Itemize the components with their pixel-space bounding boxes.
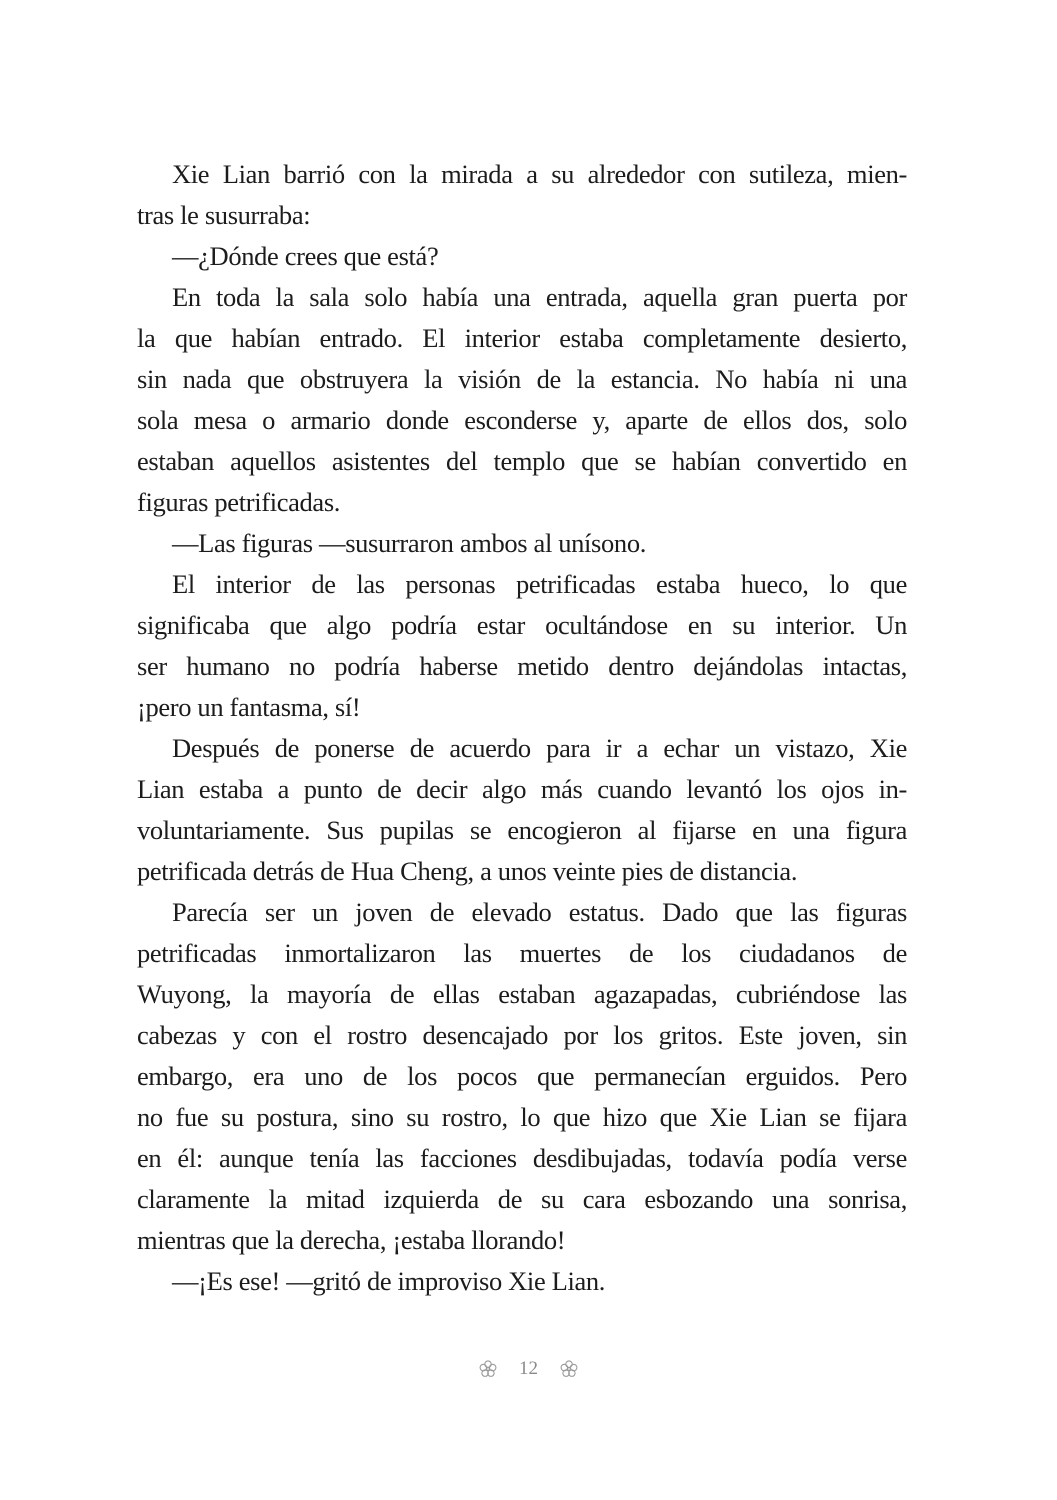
text-line: Xie Lian barrió con la mirada a su alrededor con sutileza, mien- xyxy=(172,159,907,189)
text-line: —¡Es ese! —gritó de improviso Xie Lian. xyxy=(172,1266,606,1296)
flower-ornament-right-icon xyxy=(560,1360,578,1378)
text-line: no fue su postura, sino su rostro, lo que hizo que Xie Lian se fijara xyxy=(137,1102,907,1132)
text-line: sin nada que obstruyera la visión de la estancia. No había ni una xyxy=(137,364,907,394)
text-line: tras le susurraba: xyxy=(137,200,311,230)
flower-ornament-left-icon xyxy=(479,1360,497,1378)
text-line: Wuyong, la mayoría de ellas estaban agazapadas, cubriéndose las xyxy=(137,979,907,1009)
text-line: Lian estaba a punto de decir algo más cuando levantó los ojos in- xyxy=(137,774,907,804)
text-line: voluntariamente. Sus pupilas se encogieron al fijarse en una figura xyxy=(137,815,907,845)
text-line: petrificada detrás de Hua Cheng, a unos veinte pies de distancia. xyxy=(137,856,798,886)
text-line: sola mesa o armario donde esconderse y, aparte de ellos dos, solo xyxy=(137,405,907,435)
page-body xyxy=(137,154,907,1302)
text-line: petrificadas inmortalizaron las muertes de los ciudadanos de xyxy=(137,938,907,968)
text-line: significaba que algo podría estar ocultándose en su interior. Un xyxy=(137,610,907,640)
text-line: figuras petrificadas. xyxy=(137,487,341,517)
text-line: Parecía ser un joven de elevado estatus. Dado que las figuras xyxy=(172,897,907,927)
text-line: estaban aquellos asistentes del templo que se habían convertido en xyxy=(137,446,907,476)
text-line: claramente la mitad izquierda de su cara esbozando una sonrisa, xyxy=(137,1184,907,1214)
text-line: —¿Dónde crees que está? xyxy=(172,241,439,271)
text-line: ser humano no podría haberse metido dentro dejándolas intactas, xyxy=(137,651,907,681)
page-number: 12 xyxy=(519,1358,538,1379)
text-line: —Las figuras —susurraron ambos al unísono. xyxy=(172,528,646,558)
text-line: cabezas y con el rostro desencajado por los gritos. Este joven, sin xyxy=(137,1020,907,1050)
text-line: embargo, era uno de los pocos que permanecían erguidos. Pero xyxy=(137,1061,907,1091)
text-line: En toda la sala solo había una entrada, aquella gran puerta por xyxy=(172,282,907,312)
text-line: El interior de las personas petrificadas estaba hueco, lo que xyxy=(172,569,907,599)
text-line: ¡pero un fantasma, sí! xyxy=(137,692,361,722)
text-line: la que habían entrado. El interior estaba completamente desierto, xyxy=(137,323,907,353)
text-line: Después de ponerse de acuerdo para ir a echar un vistazo, Xie xyxy=(172,733,907,763)
page-footer xyxy=(0,1358,1057,1380)
text-line: mientras que la derecha, ¡estaba llorando! xyxy=(137,1225,566,1255)
text-line: en él: aunque tenía las facciones desdibujadas, todavía podía verse xyxy=(137,1143,907,1173)
